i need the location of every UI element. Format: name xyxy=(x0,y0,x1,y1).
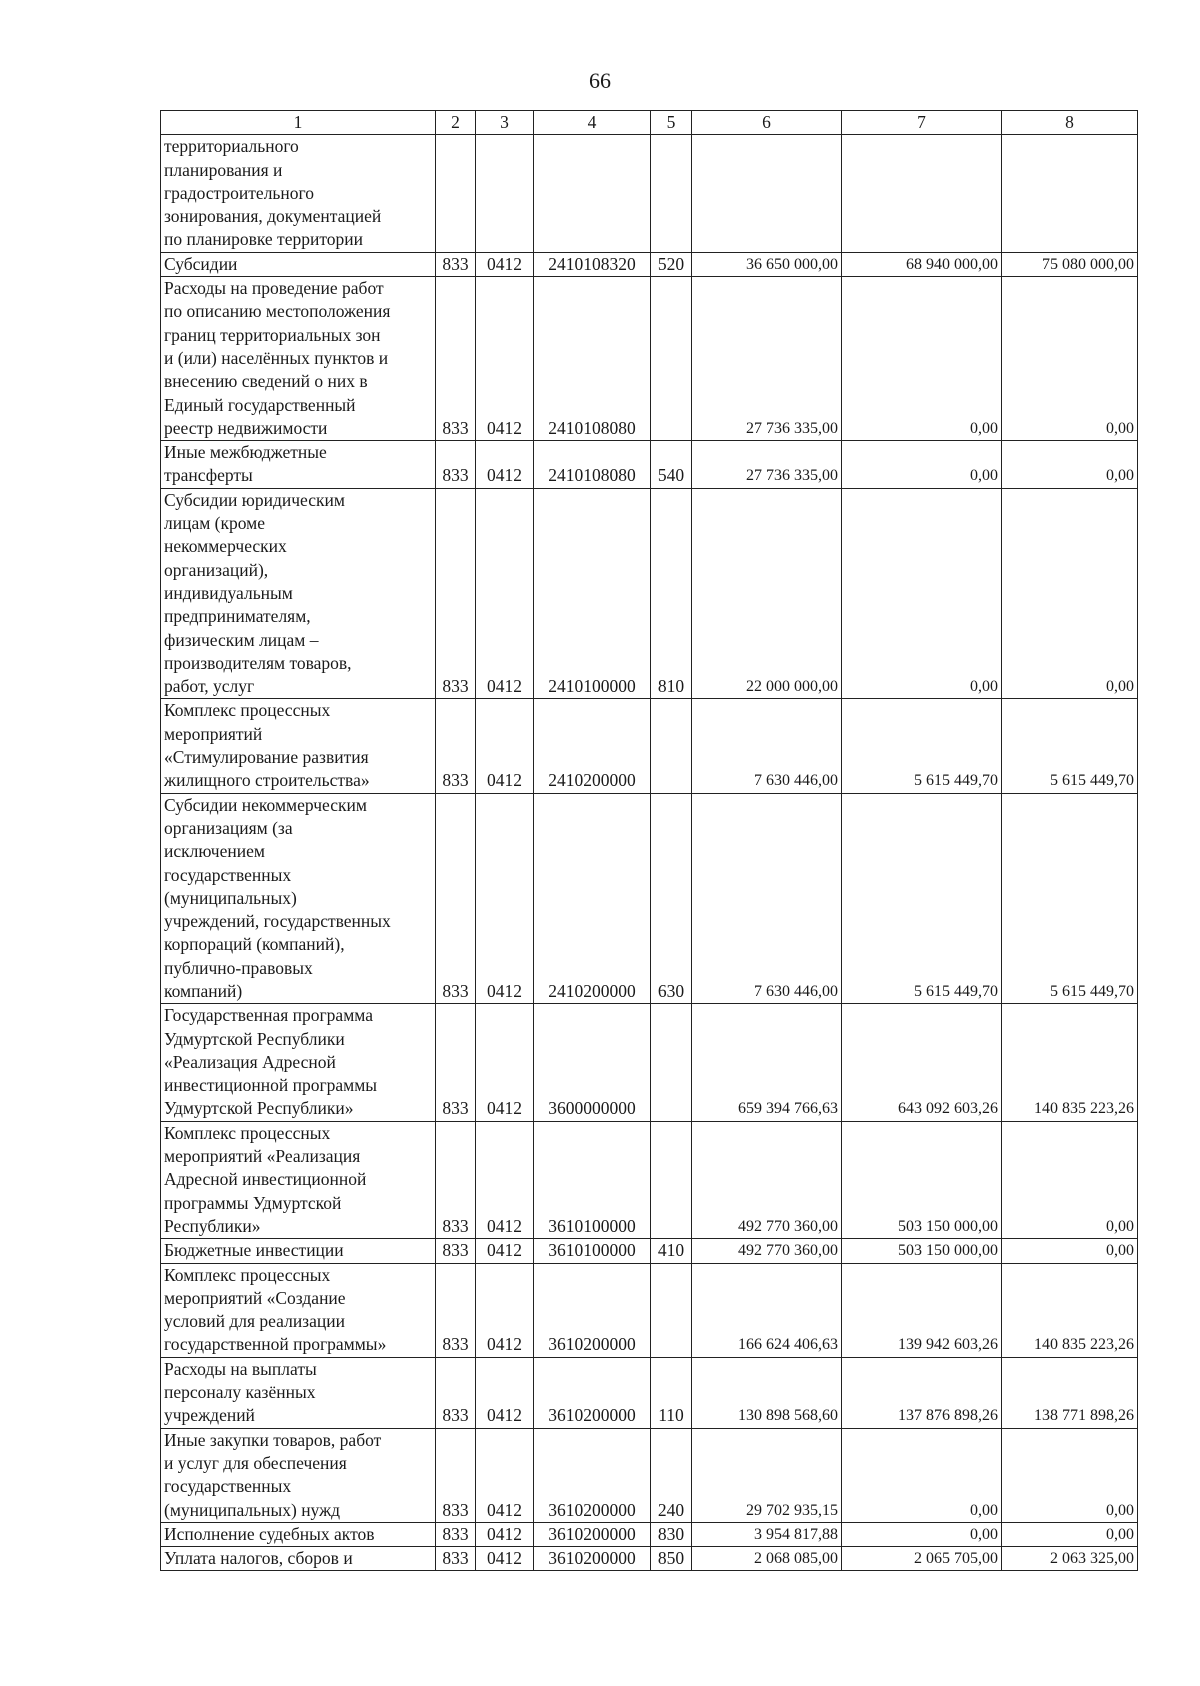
amount-col-8: 0,00 xyxy=(1002,277,1138,441)
amount-col-6: 27 736 335,00 xyxy=(692,441,842,489)
budget-table xyxy=(160,110,1138,1571)
section-code xyxy=(476,135,534,252)
amount-col-7: 503 150 000,00 xyxy=(842,1239,1002,1263)
section-code: 0412 xyxy=(476,1263,534,1357)
admin-code: 833 xyxy=(436,1004,476,1121)
amount-col-7: 5 615 449,70 xyxy=(842,793,1002,1004)
table-row xyxy=(161,1357,1138,1428)
amount-col-8: 0,00 xyxy=(1002,488,1138,699)
target-article-code: 3610200000 xyxy=(534,1522,651,1546)
table-row xyxy=(161,1547,1138,1571)
expense-type-code: 540 xyxy=(651,441,692,489)
table-row xyxy=(161,1428,1138,1522)
amount-col-8: 0,00 xyxy=(1002,1428,1138,1522)
amount-col-8: 5 615 449,70 xyxy=(1002,793,1138,1004)
amount-col-8: 0,00 xyxy=(1002,441,1138,489)
target-article-code: 2410200000 xyxy=(534,699,651,793)
section-code: 0412 xyxy=(476,1547,534,1571)
table-row xyxy=(161,1522,1138,1546)
expense-type-code xyxy=(651,277,692,441)
header-cell: 5 xyxy=(651,111,692,135)
target-article-code: 3610200000 xyxy=(534,1547,651,1571)
table-row xyxy=(161,488,1138,699)
amount-col-6: 492 770 360,00 xyxy=(692,1121,842,1238)
expense-type-code: 240 xyxy=(651,1428,692,1522)
target-article-code: 3600000000 xyxy=(534,1004,651,1121)
row-description: Комплекс процессных мероприятий «Стимулирование развития жилищного строительства» xyxy=(161,699,436,793)
admin-code: 833 xyxy=(436,1121,476,1238)
section-code: 0412 xyxy=(476,1522,534,1546)
admin-code xyxy=(436,135,476,252)
row-description: Иные закупки товаров, работ и услуг для обеспечения государственных (муниципальных) нужд xyxy=(161,1428,436,1522)
amount-col-7: 68 940 000,00 xyxy=(842,252,1002,276)
admin-code: 833 xyxy=(436,1357,476,1428)
expense-type-code: 830 xyxy=(651,1522,692,1546)
expense-type-code: 810 xyxy=(651,488,692,699)
admin-code: 833 xyxy=(436,1522,476,1546)
admin-code: 833 xyxy=(436,1263,476,1357)
row-description: Комплекс процессных мероприятий «Создание условий для реализации государственной программы» xyxy=(161,1263,436,1357)
amount-col-6: 166 624 406,63 xyxy=(692,1263,842,1357)
amount-col-6: 7 630 446,00 xyxy=(692,699,842,793)
amount-col-8: 5 615 449,70 xyxy=(1002,699,1138,793)
section-code: 0412 xyxy=(476,1357,534,1428)
target-article-code: 2410108080 xyxy=(534,277,651,441)
section-code: 0412 xyxy=(476,699,534,793)
amount-col-6: 7 630 446,00 xyxy=(692,793,842,1004)
table-row xyxy=(161,699,1138,793)
header-cell: 7 xyxy=(842,111,1002,135)
amount-col-6: 659 394 766,63 xyxy=(692,1004,842,1121)
table-row xyxy=(161,1263,1138,1357)
amount-col-6: 29 702 935,15 xyxy=(692,1428,842,1522)
admin-code: 833 xyxy=(436,1428,476,1522)
amount-col-6: 3 954 817,88 xyxy=(692,1522,842,1546)
admin-code: 833 xyxy=(436,699,476,793)
section-code: 0412 xyxy=(476,252,534,276)
table-row xyxy=(161,135,1138,252)
amount-col-8: 2 063 325,00 xyxy=(1002,1547,1138,1571)
section-code: 0412 xyxy=(476,1004,534,1121)
section-code: 0412 xyxy=(476,1428,534,1522)
expense-type-code xyxy=(651,1263,692,1357)
amount-col-7: 0,00 xyxy=(842,277,1002,441)
target-article-code: 3610200000 xyxy=(534,1428,651,1522)
table-row xyxy=(161,252,1138,276)
amount-col-6: 36 650 000,00 xyxy=(692,252,842,276)
amount-col-8: 138 771 898,26 xyxy=(1002,1357,1138,1428)
row-description: Расходы на проведение работ по описанию местоположения границ территориальных зон и (или) населённых пунктов и внесению сведений о них в Единый государственный реестр недвижимости xyxy=(161,277,436,441)
table-row xyxy=(161,441,1138,489)
amount-col-7: 0,00 xyxy=(842,441,1002,489)
admin-code: 833 xyxy=(436,793,476,1004)
row-description: Комплекс процессных мероприятий «Реализация Адресной инвестиционной программы Удмуртской Республики» xyxy=(161,1121,436,1238)
expense-type-code xyxy=(651,699,692,793)
amount-col-8: 75 080 000,00 xyxy=(1002,252,1138,276)
admin-code: 833 xyxy=(436,441,476,489)
expense-type-code: 630 xyxy=(651,793,692,1004)
row-description: Бюджетные инвестиции xyxy=(161,1239,436,1263)
admin-code: 833 xyxy=(436,277,476,441)
amount-col-8: 0,00 xyxy=(1002,1121,1138,1238)
row-description: Исполнение судебных актов xyxy=(161,1522,436,1546)
header-cell: 2 xyxy=(436,111,476,135)
amount-col-7: 2 065 705,00 xyxy=(842,1547,1002,1571)
target-article-code: 2410108320 xyxy=(534,252,651,276)
amount-col-8: 0,00 xyxy=(1002,1522,1138,1546)
row-description: Государственная программа Удмуртской Республики «Реализация Адресной инвестиционной программы Удмуртской Республики» xyxy=(161,1004,436,1121)
row-description: Субсидии xyxy=(161,252,436,276)
amount-col-7: 503 150 000,00 xyxy=(842,1121,1002,1238)
expense-type-code xyxy=(651,135,692,252)
section-code: 0412 xyxy=(476,793,534,1004)
admin-code: 833 xyxy=(436,1239,476,1263)
header-row xyxy=(161,111,1138,135)
target-article-code: 3610100000 xyxy=(534,1239,651,1263)
amount-col-7: 5 615 449,70 xyxy=(842,699,1002,793)
amount-col-7: 0,00 xyxy=(842,1428,1002,1522)
section-code: 0412 xyxy=(476,277,534,441)
amount-col-8: 140 835 223,26 xyxy=(1002,1004,1138,1121)
row-description: Субсидии юридическим лицам (кроме некоммерческих организаций), индивидуальным предпринимателям, физическим лицам – производителям товаров, работ, услуг xyxy=(161,488,436,699)
expense-type-code: 520 xyxy=(651,252,692,276)
admin-code: 833 xyxy=(436,1547,476,1571)
amount-col-6: 492 770 360,00 xyxy=(692,1239,842,1263)
amount-col-8: 0,00 xyxy=(1002,1239,1138,1263)
row-description: Уплата налогов, сборов и xyxy=(161,1547,436,1571)
amount-col-7: 0,00 xyxy=(842,488,1002,699)
table-row xyxy=(161,1121,1138,1238)
expense-type-code xyxy=(651,1121,692,1238)
target-article-code: 3610100000 xyxy=(534,1121,651,1238)
target-article-code: 3610200000 xyxy=(534,1357,651,1428)
admin-code: 833 xyxy=(436,488,476,699)
amount-col-6: 22 000 000,00 xyxy=(692,488,842,699)
target-article-code xyxy=(534,135,651,252)
table-row xyxy=(161,277,1138,441)
amount-col-7: 643 092 603,26 xyxy=(842,1004,1002,1121)
expense-type-code: 410 xyxy=(651,1239,692,1263)
amount-col-7: 139 942 603,26 xyxy=(842,1263,1002,1357)
amount-col-6 xyxy=(692,135,842,252)
amount-col-6: 2 068 085,00 xyxy=(692,1547,842,1571)
header-cell: 4 xyxy=(534,111,651,135)
amount-col-7: 0,00 xyxy=(842,1522,1002,1546)
page-number: 66 xyxy=(589,68,611,93)
target-article-code: 2410200000 xyxy=(534,793,651,1004)
admin-code: 833 xyxy=(436,252,476,276)
table-row xyxy=(161,1004,1138,1121)
row-description: Расходы на выплаты персоналу казённых учреждений xyxy=(161,1357,436,1428)
amount-col-7: 137 876 898,26 xyxy=(842,1357,1002,1428)
table-row xyxy=(161,1239,1138,1263)
section-code: 0412 xyxy=(476,488,534,699)
target-article-code: 2410108080 xyxy=(534,441,651,489)
amount-col-6: 27 736 335,00 xyxy=(692,277,842,441)
header-cell: 1 xyxy=(161,111,436,135)
header-cell: 3 xyxy=(476,111,534,135)
row-description: Субсидии некоммерческим организациям (за исключением государственных (муниципальных) учреждений, государственных корпораций (компаний), публично-правовых компаний) xyxy=(161,793,436,1004)
section-code: 0412 xyxy=(476,1121,534,1238)
row-description: территориального планирования и градостроительного зонирования, документацией по планировке территории xyxy=(161,135,436,252)
header-cell: 6 xyxy=(692,111,842,135)
target-article-code: 2410100000 xyxy=(534,488,651,699)
section-code: 0412 xyxy=(476,1239,534,1263)
amount-col-6: 130 898 568,60 xyxy=(692,1357,842,1428)
amount-col-7 xyxy=(842,135,1002,252)
table-row xyxy=(161,793,1138,1004)
section-code: 0412 xyxy=(476,441,534,489)
row-description: Иные межбюджетные трансферты xyxy=(161,441,436,489)
header-cell: 8 xyxy=(1002,111,1138,135)
amount-col-8: 140 835 223,26 xyxy=(1002,1263,1138,1357)
amount-col-8 xyxy=(1002,135,1138,252)
expense-type-code xyxy=(651,1004,692,1121)
expense-type-code: 110 xyxy=(651,1357,692,1428)
target-article-code: 3610200000 xyxy=(534,1263,651,1357)
expense-type-code: 850 xyxy=(651,1547,692,1571)
